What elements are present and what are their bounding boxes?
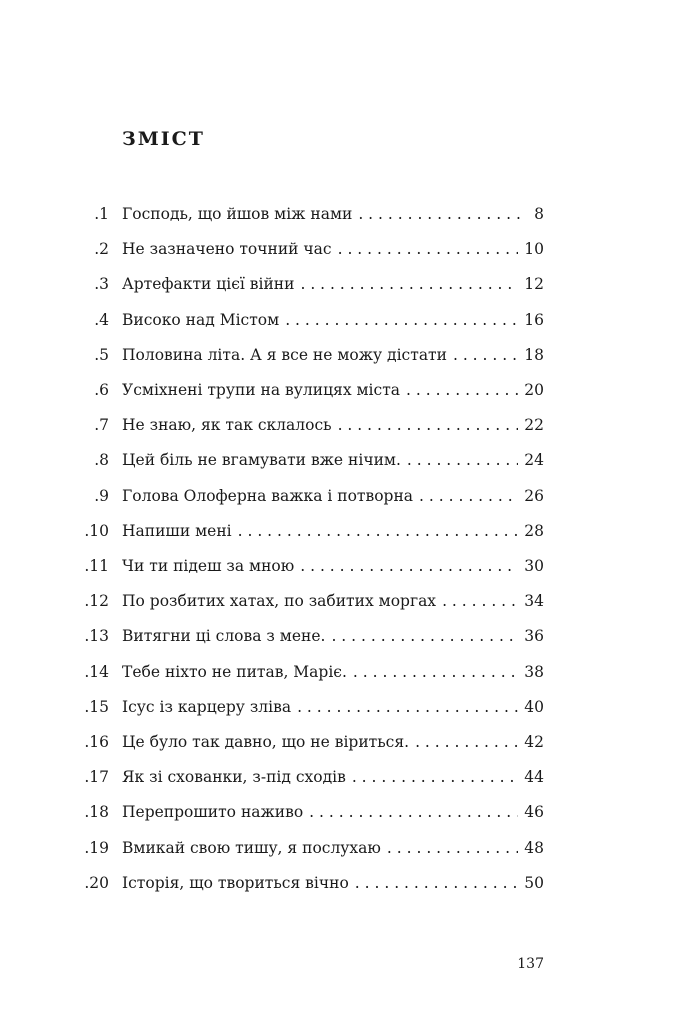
toc-dot-leader	[406, 376, 518, 404]
toc-entry-number: .4	[94, 310, 109, 329]
toc-entry-page: 8	[534, 205, 544, 223]
toc-entry	[0, 587, 682, 615]
toc-entry-page: 16	[524, 310, 544, 329]
toc-entry-number: .18	[84, 803, 109, 822]
toc-entry	[0, 446, 682, 474]
toc-entry-number: .16	[84, 733, 109, 751]
toc-entry-page: 30	[524, 557, 544, 575]
toc-dot-leader	[355, 869, 518, 897]
toc-entry	[0, 728, 682, 756]
toc-entry-number: .11	[84, 557, 109, 575]
toc-entry-page: 38	[524, 662, 544, 681]
toc-entry-page: 12	[524, 275, 544, 294]
toc-entry-number: .8	[94, 451, 109, 470]
toc-entry-line	[122, 446, 544, 474]
toc-entry-number: .3	[94, 275, 109, 294]
toc-entry-number: .12	[84, 592, 109, 611]
toc-entry-page: 20	[524, 381, 544, 399]
toc-entry-number: .14	[84, 662, 109, 681]
toc-entry-page: 46	[524, 803, 544, 822]
toc-entry	[0, 834, 682, 862]
toc-dot-leader	[415, 728, 518, 756]
toc-entry-number: .20	[84, 873, 109, 892]
toc-entry-title: Історія, що твориться вічно	[122, 873, 349, 892]
toc-entry-page: 22	[524, 416, 544, 435]
toc-entry-line	[122, 411, 544, 439]
toc-entry-line	[122, 376, 544, 404]
toc-entry	[0, 552, 682, 580]
toc-dot-leader	[338, 411, 519, 439]
toc-entry-line	[122, 482, 544, 510]
toc-entry-line	[122, 587, 544, 615]
toc-entry-title: Артефакти цієї війни	[122, 275, 295, 294]
toc-entry-title: Перепрошито наживо	[122, 803, 304, 822]
toc-entry-number: .7	[94, 416, 109, 435]
toc-dot-leader	[442, 587, 518, 615]
toc-entry-title: Напиши мені	[122, 521, 232, 540]
toc-entry-page: 40	[524, 697, 544, 716]
toc-entry-number: .1	[94, 205, 109, 223]
toc-entry-page: 48	[524, 838, 544, 857]
toc-entry-title: Високо над Містом	[122, 310, 280, 329]
toc-entry-title: Цей біль не вгамувати вже нічим.	[122, 451, 401, 470]
toc-dot-leader	[300, 270, 518, 298]
toc-entry-page: 10	[524, 240, 544, 259]
toc-entry-number: .2	[94, 240, 109, 259]
toc-entry	[0, 341, 682, 369]
toc-entry-line	[122, 270, 544, 298]
toc-entry-line	[122, 517, 544, 545]
toc-entry-line	[122, 658, 544, 686]
toc-entry-page: 28	[524, 521, 544, 540]
toc-dot-leader	[387, 834, 518, 862]
toc-dot-leader	[453, 341, 518, 369]
toc-dot-leader	[297, 693, 518, 721]
toc-dot-leader	[238, 517, 519, 545]
toc-entry-title: Не знаю, як так склалось	[122, 416, 332, 435]
toc-dot-leader	[300, 552, 518, 580]
toc-entry-number: .9	[94, 486, 109, 505]
toc-entry-line	[122, 341, 544, 369]
toc-entry	[0, 482, 682, 510]
toc-entry-number: .13	[84, 627, 109, 646]
toc-entry-title: Усміхнені трупи на вулицях міста	[122, 381, 401, 399]
toc-entry	[0, 798, 682, 826]
toc-entry-title: Голова Олоферна важка і потворна	[122, 486, 414, 505]
toc-entry-line	[122, 306, 544, 334]
toc-entry-title: По розбитих хатах, по забитих моргах	[122, 592, 437, 611]
toc-entry-line	[122, 798, 544, 826]
toc-entry-line	[122, 200, 544, 228]
toc-dot-leader	[353, 658, 518, 686]
toc-entry-page: 18	[524, 345, 544, 364]
toc-dot-leader	[285, 306, 518, 334]
toc-entry-page: 42	[524, 733, 544, 751]
toc-entry-page: 50	[524, 873, 544, 892]
toc-entry-title: Як зі схованки, з-під сходів	[122, 768, 346, 787]
toc-entry-line	[122, 728, 544, 756]
toc-entry	[0, 763, 682, 791]
toc-entry-line	[122, 834, 544, 862]
toc-entry	[0, 693, 682, 721]
toc-entry-page: 26	[524, 486, 544, 505]
toc-dot-leader	[338, 235, 519, 263]
toc-entry	[0, 411, 682, 439]
toc-entry-number: .19	[84, 838, 109, 857]
toc-entry	[0, 235, 682, 263]
toc-entry-title: Тебе ніхто не питав, Маріє.	[122, 662, 347, 681]
toc-entry-number: .15	[84, 697, 109, 716]
toc-entry	[0, 622, 682, 650]
page-number: 137	[517, 956, 544, 972]
toc-entry	[0, 200, 682, 228]
toc-entry-line	[122, 622, 544, 650]
toc-entry	[0, 270, 682, 298]
toc-entry-title: Вмикай свою тишу, я послухаю	[122, 838, 381, 857]
toc-entry-number: .17	[84, 768, 109, 787]
toc-entry-title: Витягни ці слова з мене.	[122, 627, 326, 646]
toc-entry	[0, 658, 682, 686]
toc-entry-title: Це було так давно, що не віриться.	[122, 733, 410, 751]
toc-dot-leader	[407, 446, 518, 474]
toc-entry-title: Половина літа. А я все не можу дістати	[122, 345, 447, 364]
toc-entry	[0, 517, 682, 545]
toc-entry-title: Ісус із карцеру зліва	[122, 697, 292, 716]
toc-entry	[0, 869, 682, 897]
toc-entry	[0, 376, 682, 404]
toc-entry-page: 36	[524, 627, 544, 646]
toc-dot-leader	[331, 622, 518, 650]
toc-dot-leader	[419, 482, 518, 510]
toc-entry-page: 24	[524, 451, 544, 470]
toc-entry-number: .5	[94, 345, 109, 364]
toc-entry-title: Господь, що йшов між нами	[122, 205, 353, 223]
toc-dot-leader	[352, 763, 518, 791]
toc-dot-leader	[309, 798, 518, 826]
toc-dot-leader	[358, 200, 526, 228]
toc-entry-line	[122, 693, 544, 721]
toc-entry-page: 44	[524, 768, 544, 787]
toc-entry-title: Чи ти підеш за мною	[122, 557, 295, 575]
toc-entry-line	[122, 763, 544, 791]
toc-entry-page: 34	[524, 592, 544, 611]
toc-entry-title: Не зазначено точний час	[122, 240, 332, 259]
toc-entry-number: .6	[94, 381, 109, 399]
toc-heading: ЗМІСТ	[122, 128, 205, 150]
toc-entry-line	[122, 869, 544, 897]
toc-entry-number: .10	[84, 521, 109, 540]
toc-entry	[0, 306, 682, 334]
toc-entry-line	[122, 235, 544, 263]
toc-entry-line	[122, 552, 544, 580]
